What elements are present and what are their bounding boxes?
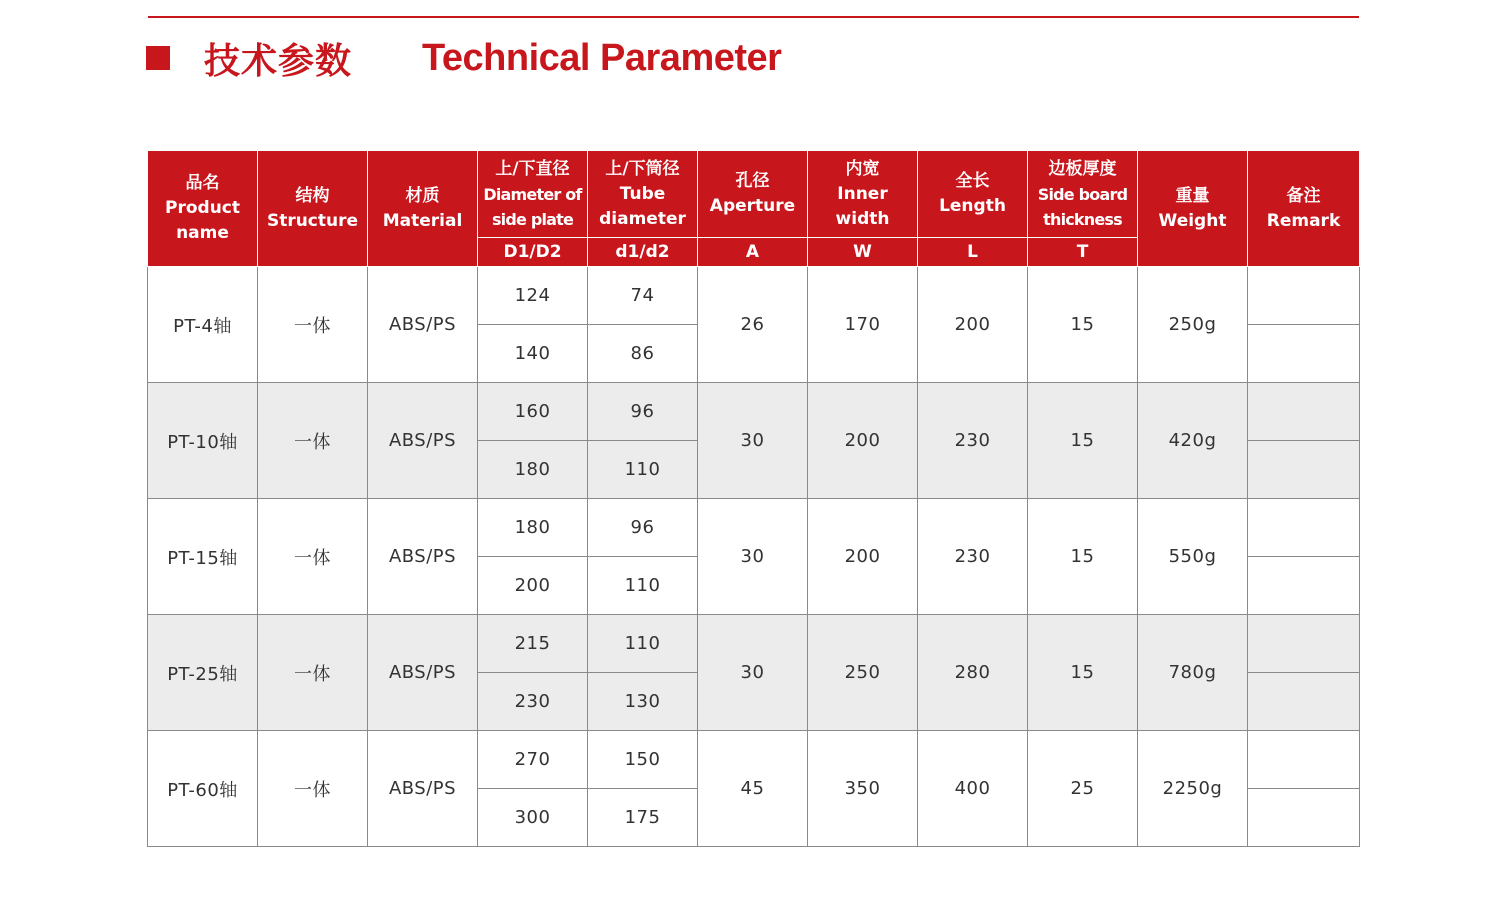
weight-cell: 250g (1138, 267, 1248, 383)
tube-diameter-cell: 74 (588, 267, 698, 325)
header-product-name: 品名 Product name (148, 151, 258, 267)
header-tube-diameter: 上/下筒径 Tube diameter (588, 151, 698, 238)
material-cell: ABS/PS (368, 499, 478, 615)
remark-cell (1248, 383, 1360, 441)
side-plate-diameter-cell: 200 (478, 557, 588, 615)
tube-diameter-cell: 110 (588, 441, 698, 499)
tube-diameter-cell: 86 (588, 325, 698, 383)
inner-width-cell: 250 (808, 615, 918, 731)
aperture-cell: 26 (698, 267, 808, 383)
product-name-cell: PT-25轴 (148, 615, 258, 731)
product-name-cell: PT-15轴 (148, 499, 258, 615)
remark-cell (1248, 441, 1360, 499)
tube-diameter-cell: 175 (588, 789, 698, 847)
tube-diameter-cell: 96 (588, 499, 698, 557)
side-plate-diameter-cell: 270 (478, 731, 588, 789)
side-plate-diameter-cell: 124 (478, 267, 588, 325)
title-english: Technical Parameter (422, 36, 782, 79)
tube-diameter-cell: 96 (588, 383, 698, 441)
table-row (148, 499, 1360, 557)
technical-parameter-table (147, 150, 1360, 847)
side-plate-diameter-cell: 140 (478, 325, 588, 383)
tube-diameter-cell: 110 (588, 615, 698, 673)
product-name-cell: PT-10轴 (148, 383, 258, 499)
thickness-cell: 15 (1028, 383, 1138, 499)
table-row (148, 615, 1360, 673)
title-square-icon (146, 46, 170, 70)
header-length: 全长 Length (918, 151, 1028, 238)
length-cell: 400 (918, 731, 1028, 847)
weight-cell: 780g (1138, 615, 1248, 731)
inner-width-cell: 200 (808, 499, 918, 615)
product-name-cell: PT-4轴 (148, 267, 258, 383)
top-divider (148, 16, 1359, 18)
structure-cell: 一体 (258, 267, 368, 383)
inner-width-cell: 170 (808, 267, 918, 383)
header-material: 材质 Material (368, 151, 478, 267)
table-row (148, 267, 1360, 325)
thickness-cell: 15 (1028, 615, 1138, 731)
aperture-cell: 30 (698, 383, 808, 499)
remark-cell (1248, 673, 1360, 731)
material-cell: ABS/PS (368, 615, 478, 731)
table-row (148, 383, 1360, 441)
header-remark: 备注 Remark (1248, 151, 1360, 267)
structure-cell: 一体 (258, 383, 368, 499)
weight-cell: 550g (1138, 499, 1248, 615)
header-side-plate-diameter: 上/下直径 Diameter of side plate (478, 151, 588, 238)
remark-cell (1248, 789, 1360, 847)
title-chinese: 技术参数 (204, 40, 353, 82)
material-cell: ABS/PS (368, 267, 478, 383)
product-name-cell: PT-60轴 (148, 731, 258, 847)
remark-cell (1248, 267, 1360, 325)
aperture-cell: 45 (698, 731, 808, 847)
aperture-cell: 30 (698, 615, 808, 731)
thickness-cell: 25 (1028, 731, 1138, 847)
tube-diameter-cell: 150 (588, 731, 698, 789)
structure-cell: 一体 (258, 499, 368, 615)
header-sub-t: T (1028, 238, 1138, 267)
thickness-cell: 15 (1028, 267, 1138, 383)
header-sub-w: W (808, 238, 918, 267)
table-row (148, 731, 1360, 789)
section-title (146, 30, 781, 86)
header-structure: 结构 Structure (258, 151, 368, 267)
length-cell: 230 (918, 383, 1028, 499)
side-plate-diameter-cell: 160 (478, 383, 588, 441)
header-side-board-thickness: 边板厚度 Side board thickness (1028, 151, 1138, 238)
header-aperture: 孔径 Aperture (698, 151, 808, 238)
header-inner-width: 内宽 Inner width (808, 151, 918, 238)
header-weight: 重量 Weight (1138, 151, 1248, 267)
side-plate-diameter-cell: 180 (478, 499, 588, 557)
inner-width-cell: 350 (808, 731, 918, 847)
structure-cell: 一体 (258, 615, 368, 731)
header-sub-d1-d2: D1/D2 (478, 238, 588, 267)
header-sub-l: L (918, 238, 1028, 267)
inner-width-cell: 200 (808, 383, 918, 499)
tube-diameter-cell: 130 (588, 673, 698, 731)
structure-cell: 一体 (258, 731, 368, 847)
length-cell: 200 (918, 267, 1028, 383)
weight-cell: 420g (1138, 383, 1248, 499)
material-cell: ABS/PS (368, 383, 478, 499)
header-sub-tube-d1-d2: d1/d2 (588, 238, 698, 267)
remark-cell (1248, 325, 1360, 383)
thickness-cell: 15 (1028, 499, 1138, 615)
remark-cell (1248, 557, 1360, 615)
remark-cell (1248, 731, 1360, 789)
length-cell: 280 (918, 615, 1028, 731)
length-cell: 230 (918, 499, 1028, 615)
header-sub-a: A (698, 238, 808, 267)
tube-diameter-cell: 110 (588, 557, 698, 615)
side-plate-diameter-cell: 230 (478, 673, 588, 731)
remark-cell (1248, 499, 1360, 557)
weight-cell: 2250g (1138, 731, 1248, 847)
side-plate-diameter-cell: 180 (478, 441, 588, 499)
aperture-cell: 30 (698, 499, 808, 615)
side-plate-diameter-cell: 215 (478, 615, 588, 673)
remark-cell (1248, 615, 1360, 673)
material-cell: ABS/PS (368, 731, 478, 847)
side-plate-diameter-cell: 300 (478, 789, 588, 847)
